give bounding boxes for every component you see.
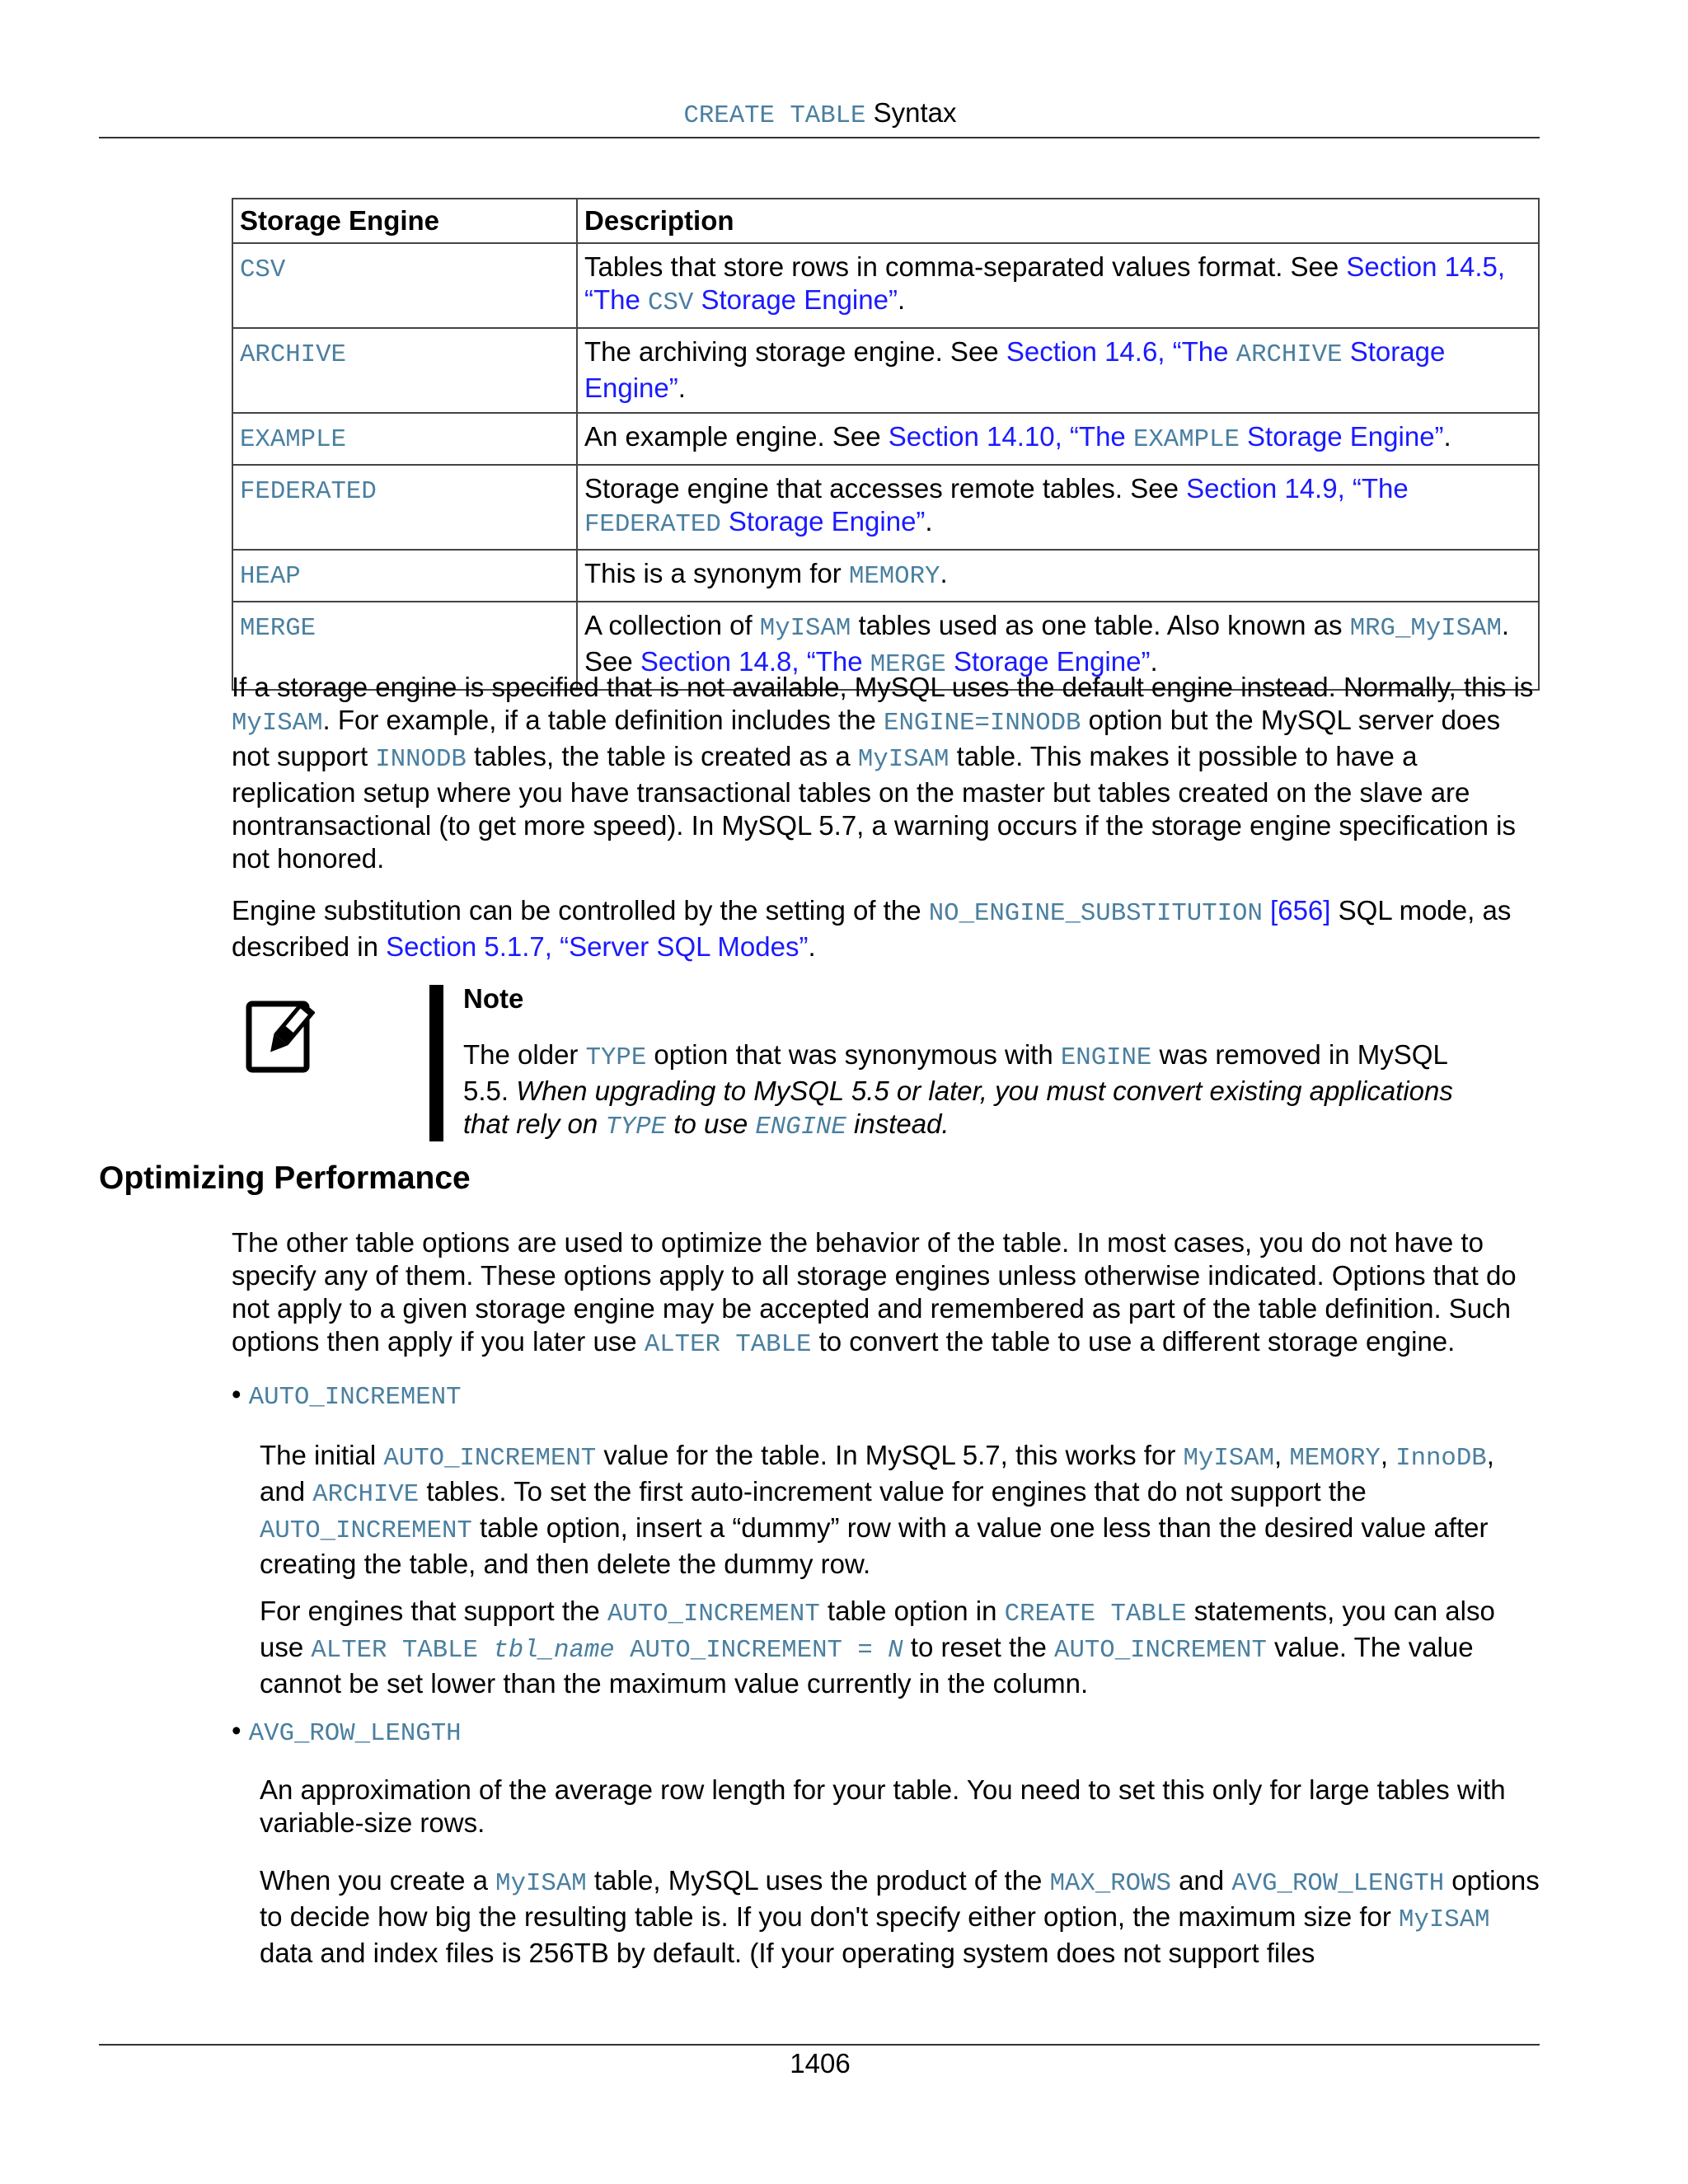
section-link[interactable]: Section 14.5, “The CSV Storage Engine” [584,251,1506,317]
engine-description: A collection of MyISAM tables used as one table. Also known as MRG_MyISAM. See Section 14.8, “The MERGE Storage Engine”. [577,602,1539,690]
bullet-auto-increment [232,1378,462,1414]
table-row [232,243,1539,328]
section-link[interactable]: Section 14.10, “The EXAMPLE Storage Engine” [888,421,1444,454]
table-options-paragraph: The other table options are used to optimize the behavior of the table. In most cases, you do not have to specify any of them. These options apply to all storage engines unless otherwise indicated. Options that do not apply to a given storage engine may be accepted and remembered as part of the table definition. Such options then apply if you later use ALTER TABLE to convert the table to use a different storage engine. [232,1227,1517,1359]
header-text: Syntax [873,97,957,128]
engine-name: EXAMPLE [240,425,346,454]
table-row [232,465,1539,550]
page-number: 1406 [790,2048,851,2079]
column-header: Storage Engine [232,199,577,243]
server-sql-modes-link[interactable]: Section 5.1.7, “Server SQL Modes” [386,931,809,962]
option-name: AVG_ROW_LENGTH [248,1719,462,1748]
section-heading: Optimizing Performance [99,1160,471,1196]
note-title: Note [463,983,524,1014]
running-header [0,97,1640,130]
auto-increment-alter-paragraph: For engines that support the AUTO_INCREMENT table option in CREATE TABLE statements, you can also use ALTER TABLE tbl_name AUTO_INCREMENT = N to reset the AUTO_INCREMENT value. The value cannot be set lower than the maximum value currently in the column. [260,1596,1495,1699]
auto-increment-description: The initial AUTO_INCREMENT value for the table. In MySQL 5.7, this works for MyISAM, MEMORY, InnoDB, and ARCHIVE tables. To set the first auto-increment value for engines that do not support the AUTO_INCREMENT table option, insert a “dummy” row with a value one less than the desired value after creating the table, and then delete the dummy row. [260,1440,1494,1579]
sql-mode-link[interactable]: NO_ENGINE_SUBSTITUTION [928,899,1263,928]
option-name: AUTO_INCREMENT [248,1383,462,1412]
bullet-avg-row-length [232,1714,462,1750]
header-code: CREATE TABLE [683,101,866,130]
note-bar [429,985,443,1141]
engine-description: Storage engine that accesses remote tables. See Section 14.9, “The FEDERATED Storage Engine”. [577,465,1539,550]
avg-row-length-myisam-paragraph: When you create a MyISAM table, MySQL uses the product of the MAX_ROWS and AVG_ROW_LENGTH options to decide how big the resulting table is. If you don't specify either option, the maximum size for MyISAM data and index files is 256TB by default. (If your operating system does not support files [260,1865,1540,1968]
header-rule [99,137,1540,138]
engine-fallback-paragraph: If a storage engine is specified that is not available, MySQL uses the default engine instead. Normally, this is MyISAM. For example, if a table definition includes the ENGINE=INNODB option but the MySQL server does not support INNODB tables, the table is created as a MyISAM table. This makes it possible to have a replication setup where you have transactional tables on the master but tables created on the slave are nontransactional (to get more speed). In MySQL 5.7, a warning occurs if the storage engine specification is not honored. [232,672,1534,874]
bullet-dot: • [232,1715,241,1746]
note-body: The older TYPE option that was synonymous with ENGINE was removed in MySQL 5.5. When upgrading to MySQL 5.5 or later, you must convert existing applications that rely on TYPE to use ENGINE instead. [463,1039,1453,1141]
engine-description: Tables that store rows in comma-separated values format. See Section 14.5, “The CSV Storage Engine”. [577,243,1539,328]
engine-name: FEDERATED [240,477,377,506]
engine-name: MERGE [240,614,316,643]
section-link[interactable]: Section 14.8, “The MERGE Storage Engine” [640,646,1151,679]
avg-row-length-description: An approximation of the average row length for your table. You need to set this only for large tables with variable-size rows. [260,1774,1506,1838]
engine-description: An example engine. See Section 14.10, “The EXAMPLE Storage Engine”. [577,413,1539,465]
engine-name: HEAP [240,562,301,591]
bullet-dot: • [232,1379,241,1409]
storage-engine-table [232,198,1540,691]
note-pencil-icon [246,999,315,1075]
engine-name: ARCHIVE [240,340,346,369]
footer-rule [99,2044,1540,2046]
column-header: Description [577,199,1539,243]
page-reference-link[interactable]: [656] [1262,895,1331,926]
engine-description: The archiving storage engine. See Section 14.6, “The ARCHIVE Storage Engine”. [577,328,1539,413]
section-link[interactable]: Section 14.9, “The FEDERATED Storage Engine” [584,473,1409,539]
table-row [232,550,1539,602]
engine-description: This is a synonym for MEMORY. [577,550,1539,602]
engine-substitution-paragraph: Engine substitution can be controlled by the setting of the NO_ENGINE_SUBSTITUTION [656] SQL mode, as described in Section 5.1.7, “Server SQL Modes”. [232,895,1512,962]
table-row [232,328,1539,413]
section-link[interactable]: Section 14.6, “The ARCHIVE Storage Engine” [584,336,1446,403]
table-header-row [232,199,1539,243]
engine-name: CSV [240,255,286,284]
table-row [232,413,1539,465]
